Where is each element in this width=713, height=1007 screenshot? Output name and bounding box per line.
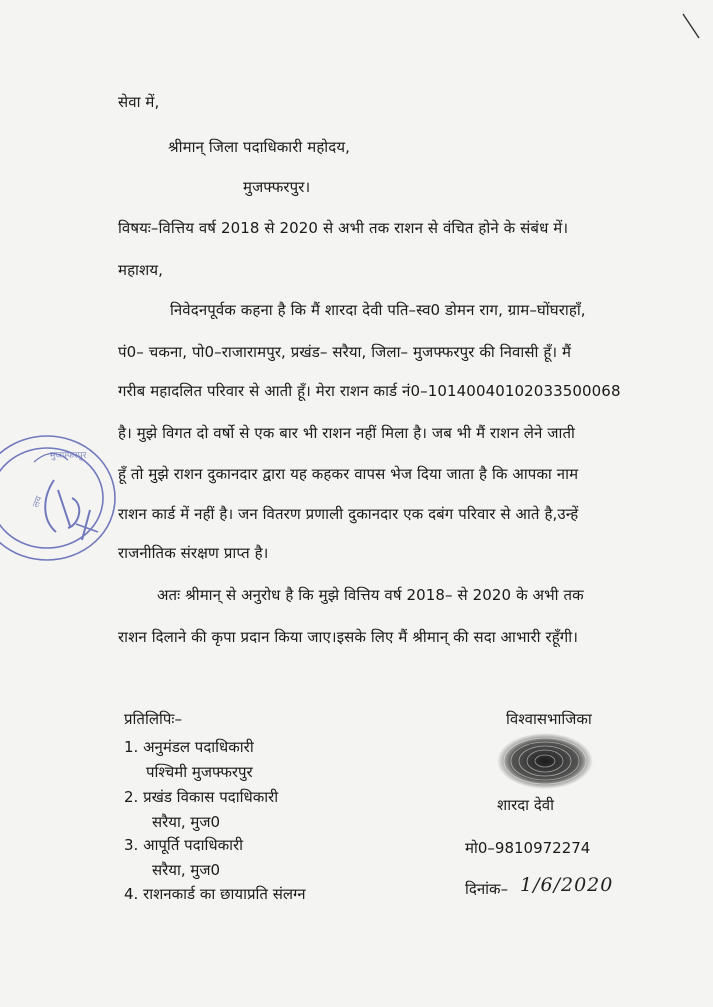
date-label: दिनांक–	[465, 880, 509, 898]
thumbprint-icon	[490, 728, 600, 794]
signatory-name: शारदा देवी	[497, 796, 555, 814]
copies-heading: प्रतिलिपिः–	[124, 710, 182, 728]
copy-item-sub: सरैया, मुज0	[152, 861, 221, 879]
pen-mark	[681, 12, 701, 40]
copy-item-sub: सरैया, मुज0	[152, 813, 221, 831]
copy-item-title: 2. प्रखंड विकास पदाधिकारी	[124, 788, 279, 806]
addressee-place: मुजफ्फरपुर।	[243, 178, 311, 196]
closing: विश्वासभाजिका	[506, 710, 592, 728]
body-line: हूँ तो मुझे राशन दुकानदार द्वारा यह कहकर वापस भेज दिया जाता है कि आपका नाम	[118, 465, 579, 483]
copy-item-title: 3. आपूर्ति पदाधिकारी	[124, 836, 244, 854]
copy-item-title: 1. अनुमंडल पदाधिकारी	[124, 738, 254, 756]
copy-item-title: 4. राशनकार्ड का छायाप्रति संलग्न	[124, 885, 306, 903]
body-line: राशन कार्ड में नहीं है। जन वितरण प्रणाली दुकानदार एक दबंग परिवार से आते है,उन्हें	[118, 505, 579, 523]
body-line: निवेदनपूर्वक कहना है कि मैं शारदा देवी पति–स्व0 डोमन राग, ग्राम–घोंघराहाँ,	[170, 301, 586, 319]
received-stamp	[0, 428, 122, 568]
subject-line: विषयः–वित्तिय वर्ष 2018 से 2020 से अभी तक राशन से वंचित होने के संबंध में।	[118, 219, 569, 237]
request-line: अतः श्रीमान् से अनुरोध है कि मुझे वित्तिय वर्ष 2018– से 2020 के अभी तक	[157, 586, 584, 604]
body-line: राजनीतिक संरक्षण प्राप्त है।	[118, 544, 269, 562]
copy-item-sub: पश्चिमी मुजफ्फरपुर	[146, 763, 253, 781]
greeting: महाशय,	[118, 261, 163, 279]
svg-text:लय: लय	[31, 494, 45, 510]
salutation-to: सेवा में,	[118, 93, 160, 111]
request-line: राशन दिलाने की कृपा प्रदान किया जाए।इसके लिए मैं श्रीमान् की सदा आभारी रहूँगी।	[118, 628, 579, 646]
body-line: गरीब महादलित परिवार से आती हूँ। मेरा राशन कार्ड नं0–10140040102033500068	[118, 382, 621, 400]
body-line: है। मुझे विगत दो वर्षो से एक बार भी राशन नहीं मिला है। जब भी मैं राशन लेने जाती	[118, 424, 575, 442]
svg-text:मुजफ्फरपुर: मुजफ्फरपुर	[50, 451, 87, 461]
addressee: श्रीमान् जिला पदाधिकारी महोदय,	[168, 138, 351, 156]
body-line: पं0– चकना, पो0–राजारामपुर, प्रखंड– सरैया, जिला– मुजफ्फरपुर की निवासी हूँ। मैं	[118, 343, 572, 361]
mobile-number: मो0–9810972274	[465, 839, 591, 857]
handwritten-date: 1/6/2020	[520, 874, 614, 896]
